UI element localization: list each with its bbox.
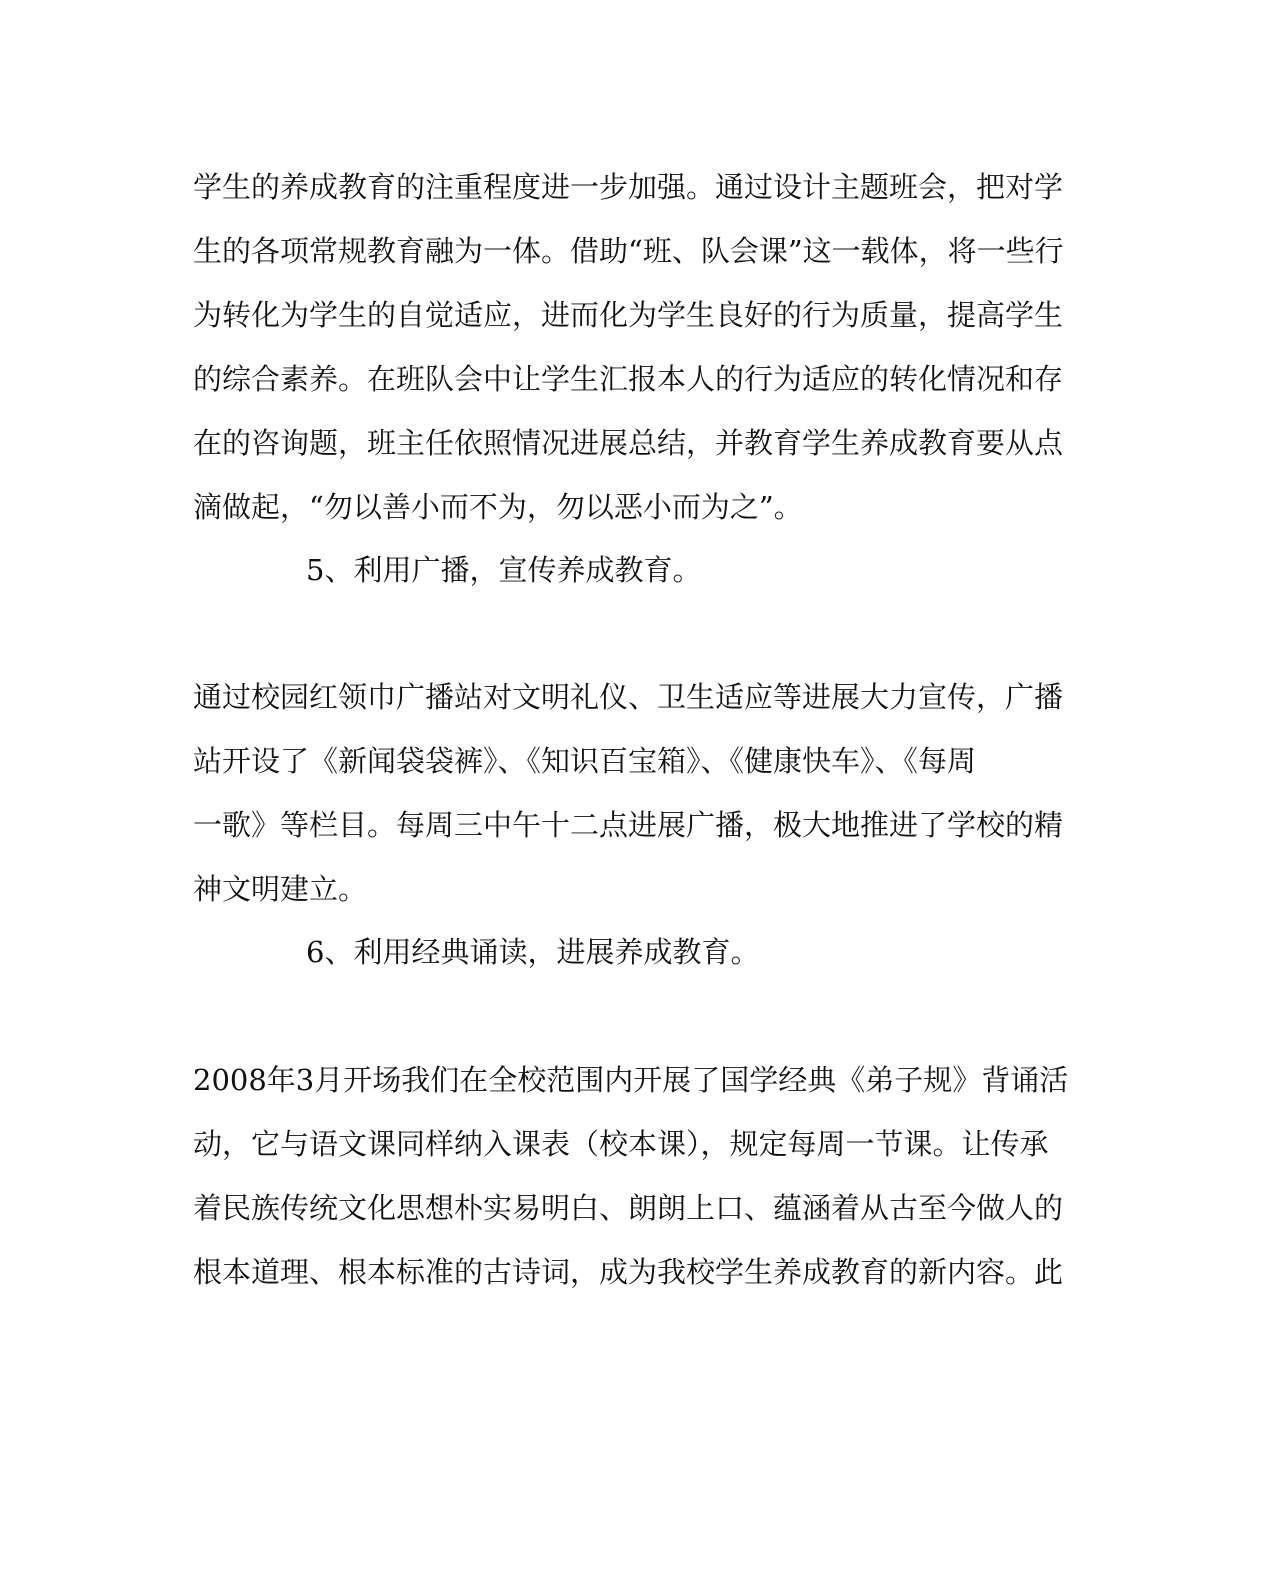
- paragraph-line: 着民族传统文化思想朴实易明白、朗朗上口、蕴涵着从古至今做人的: [193, 1191, 1064, 1225]
- paragraph-line: 一歌》等栏目。每周三中午十二点进展广播，极大地推进了学校的精: [193, 808, 1064, 842]
- paragraph-line: 生的各项常规教育融为一体。借助“班、队会课”这一载体，将一些行: [193, 234, 1064, 268]
- paragraph-line: 根本道理、根本标准的古诗词，成为我校学生养成教育的新内容。此: [193, 1255, 1064, 1289]
- paragraph-line: 为转化为学生的自觉适应，进而化为学生良好的行为质量，提高学生: [193, 298, 1064, 332]
- paragraph-line: 滴做起，“勿以善小而不为，勿以恶小而为之”。: [193, 490, 803, 524]
- section-heading-6: 6、利用经典诵读，进展养成教育。: [306, 935, 760, 969]
- paragraph-character-education: [193, 155, 1063, 539]
- paragraph-classics-reading: [193, 1048, 1069, 1304]
- paragraph-line: 动，它与语文课同样纳入课表（校本课），规定每周一节课。让传承: [193, 1127, 1049, 1161]
- paragraph-line: 通过校园红领巾广播站对文明礼仪、卫生适应等进展大力宣传，广播: [193, 680, 1064, 714]
- paragraph-line: 在的咨询题，班主任依照情况进展总结，并教育学生养成教育要从点: [193, 426, 1064, 460]
- paragraph-broadcast: [193, 665, 1063, 921]
- paragraph-line: 神文明建立。: [193, 872, 368, 906]
- paragraph-line: 学生的养成教育的注重程度进一步加强。通过设计主题班会，把对学: [193, 170, 1064, 204]
- paragraph-line: 的综合素养。在班队会中让学生汇报本人的行为适应的转化情况和存: [193, 362, 1064, 396]
- paragraph-line: 站开设了《新闻袋袋裤》、《知识百宝箱》、《健康快车》、《每周: [193, 744, 977, 778]
- section-heading-5: 5、利用广播，宣传养成教育。: [306, 553, 702, 587]
- paragraph-line: 2008年3月开场我们在全校范围内开展了国学经典《弟子规》背诵活: [193, 1063, 1069, 1097]
